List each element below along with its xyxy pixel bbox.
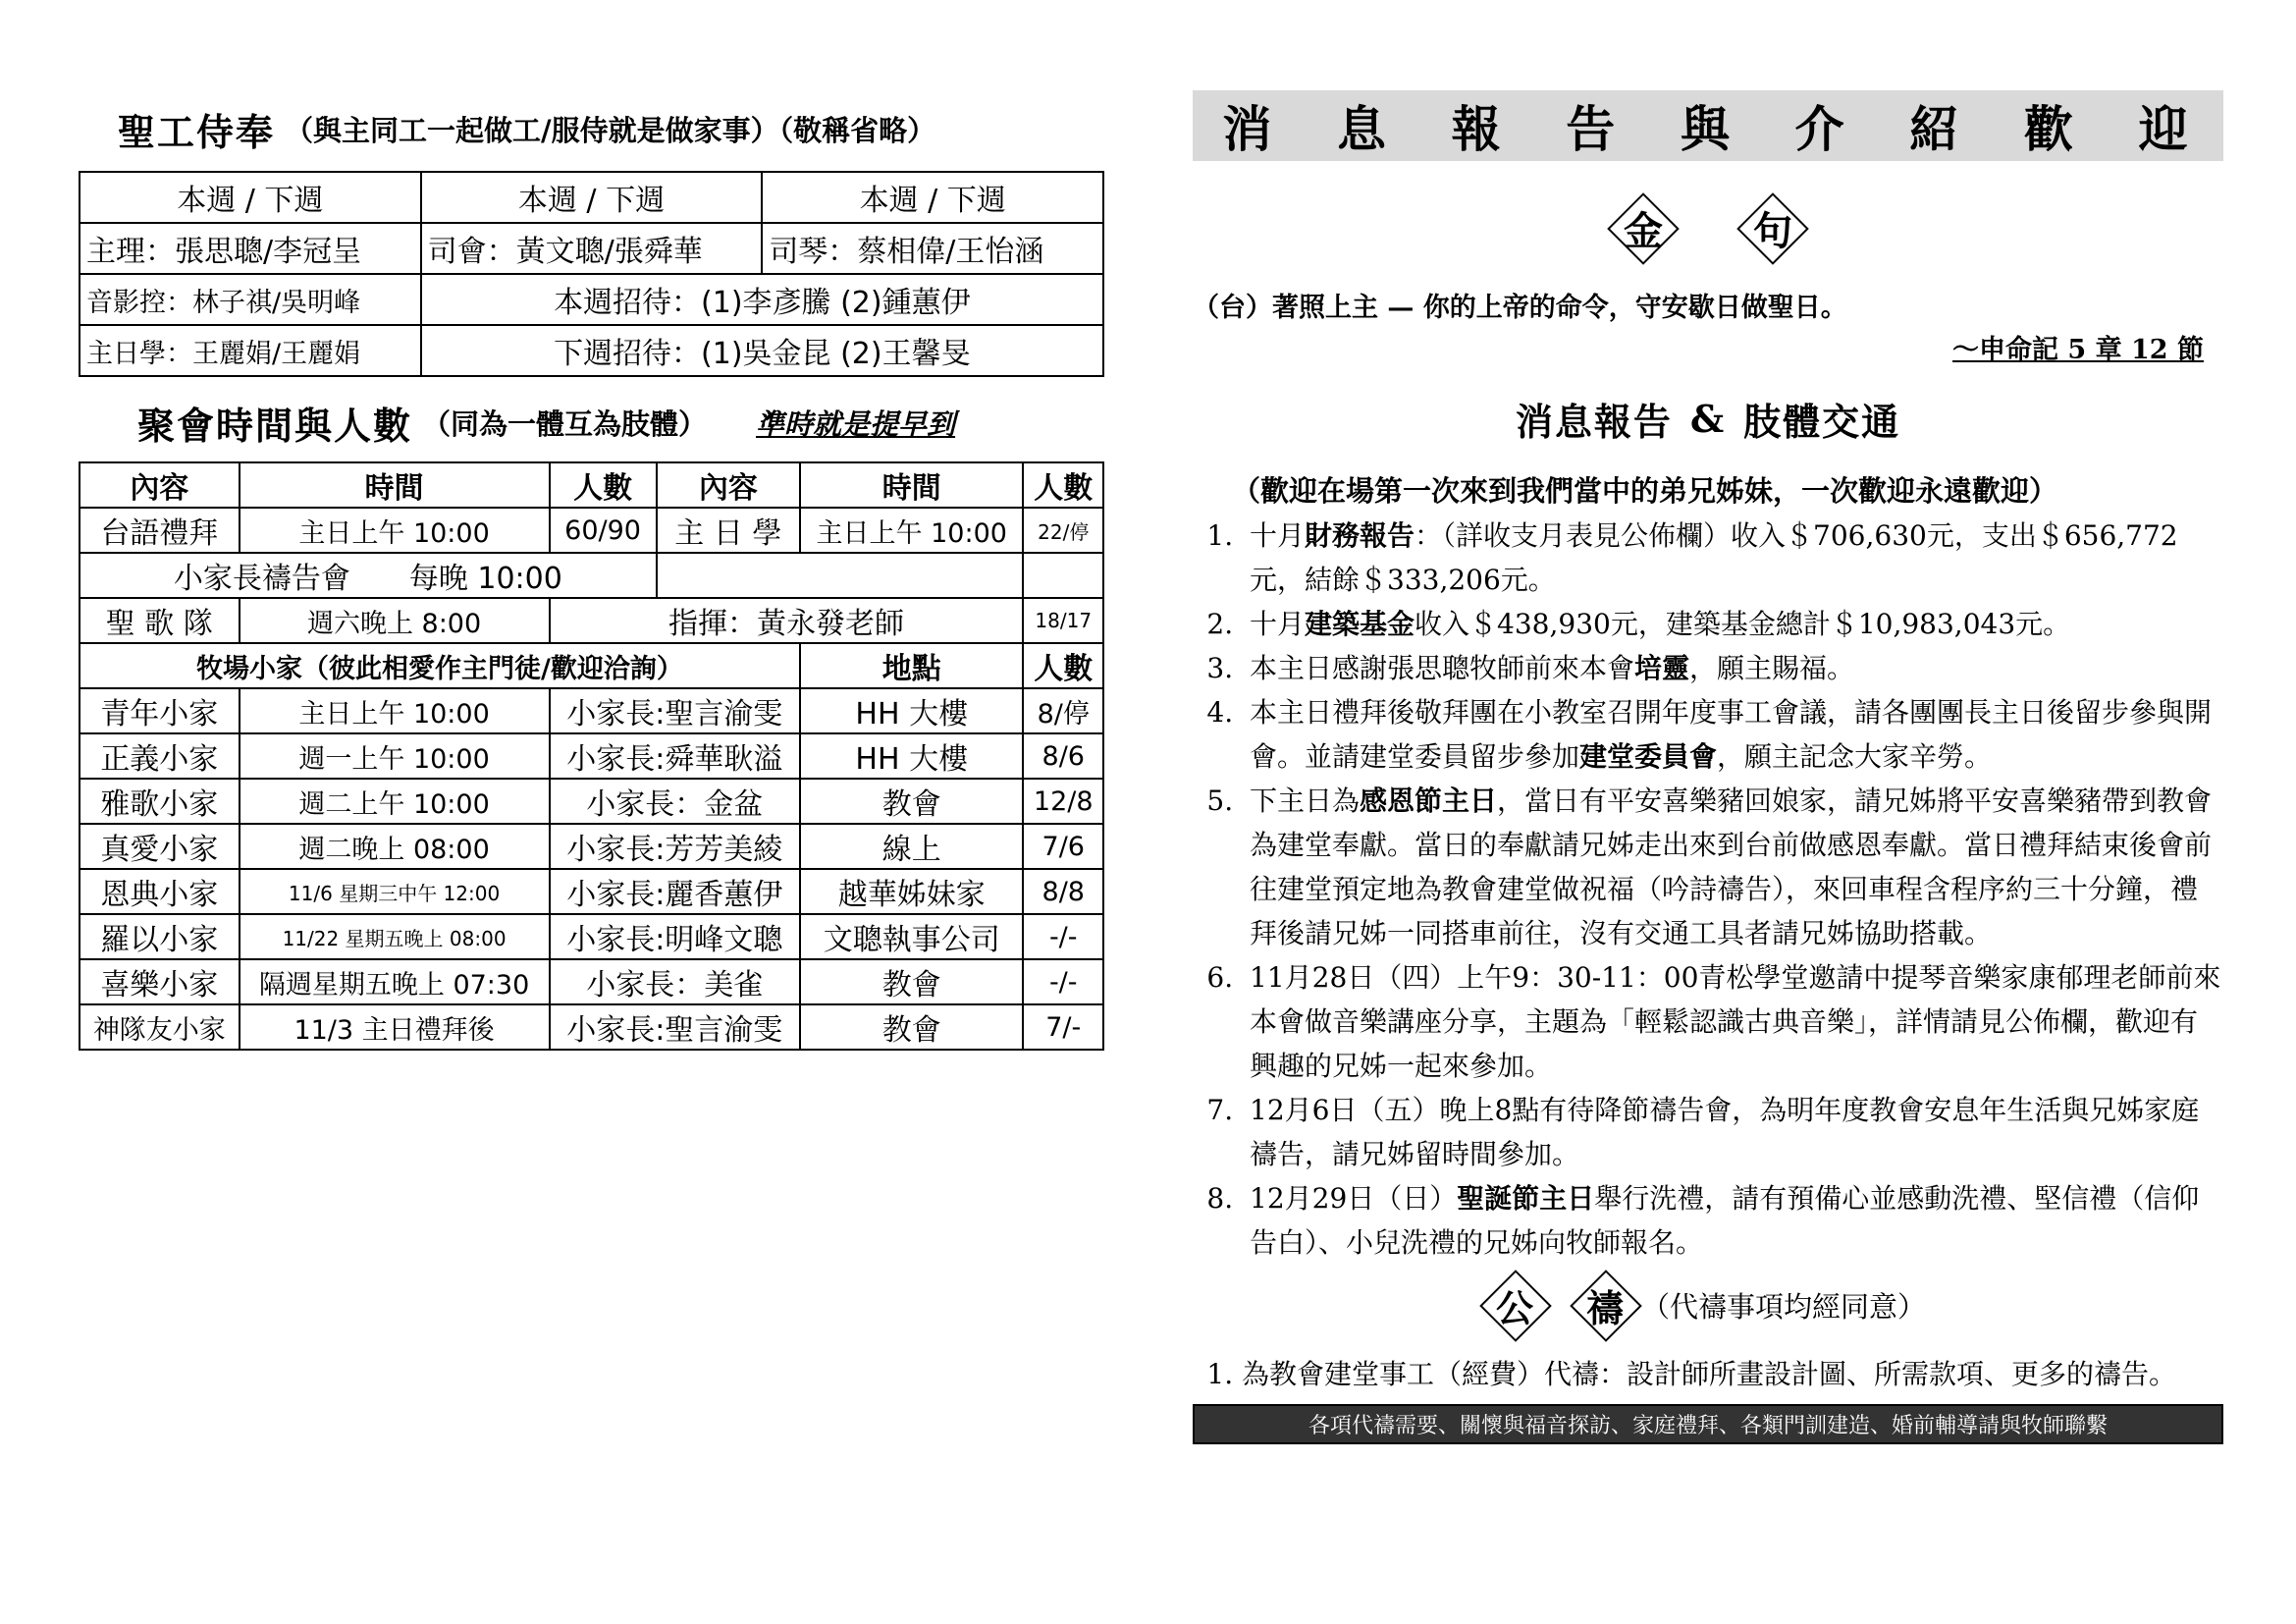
meeting-table bbox=[79, 461, 1104, 1051]
news-item-pre: 11月28日（四）上午9：30-11：00青松學堂邀請中提琴音樂家康郁理老師前來本會做音樂講座分享，主題為「輕鬆認識古典音樂」，詳情請見公佈欄，歡迎有興趣的兄姊一起來參加。 bbox=[1250, 961, 2221, 1082]
meet-row bbox=[80, 598, 1103, 643]
group-cell-time: 11/3 主日禮拜後 bbox=[240, 1004, 550, 1050]
group-row bbox=[80, 824, 1103, 869]
banner-char: 歡 bbox=[2023, 100, 2079, 158]
group-cell-name: 真愛小家 bbox=[80, 824, 240, 869]
service-cell-usher-next: 下週招待：(1)吳金昆 (2)王馨旻 bbox=[421, 325, 1103, 376]
meeting-title: 聚會時間與人數 bbox=[137, 403, 413, 448]
service-title: 聖工侍奉 bbox=[118, 109, 276, 154]
banner-char: 介 bbox=[1794, 100, 1850, 158]
group-cell-leader: 小家長:聖言渝雯 bbox=[550, 688, 801, 733]
group-cell-place: 教會 bbox=[800, 779, 1023, 824]
group-cell-count: 8/停 bbox=[1023, 688, 1103, 733]
group-cell-place: 文聰執事公司 bbox=[800, 914, 1023, 959]
meet-cell: 60/90 bbox=[550, 508, 657, 553]
news-item-post: 收入＄438,930元，建築基金總計＄10,983,043元。 bbox=[1415, 608, 2071, 640]
news-title-a: 消息報告 bbox=[1515, 400, 1673, 444]
meet-header-cell: 人數 bbox=[550, 462, 657, 508]
group-cell-count: 7/- bbox=[1023, 1004, 1103, 1050]
group-cell-place: HH 大樓 bbox=[800, 688, 1023, 733]
group-cell-name: 喜樂小家 bbox=[80, 959, 240, 1004]
group-cell-name: 神隊友小家 bbox=[80, 1004, 240, 1050]
announcement-banner bbox=[1193, 90, 2223, 161]
news-item-pre: 十月 bbox=[1250, 608, 1306, 640]
news-list bbox=[1193, 514, 2223, 1265]
news-item-pre: 12月29日（日） bbox=[1250, 1182, 1458, 1215]
group-cell-place: 越華姊妹家 bbox=[800, 869, 1023, 914]
service-row bbox=[80, 325, 1103, 376]
banner-char: 迎 bbox=[2138, 100, 2194, 158]
group-cell-count: 7/6 bbox=[1023, 824, 1103, 869]
group-cell-time: 主日上午 10:00 bbox=[240, 688, 550, 733]
group-list bbox=[80, 688, 1103, 1050]
group-cell-leader: 小家長:芳芳美綾 bbox=[550, 824, 801, 869]
service-table bbox=[79, 171, 1104, 377]
group-cell-count: -/- bbox=[1023, 914, 1103, 959]
group-cell-leader: 小家長：美雀 bbox=[550, 959, 801, 1004]
news-item bbox=[1242, 955, 2223, 1088]
news-title-amp: & bbox=[1689, 397, 1727, 441]
banner-char: 息 bbox=[1336, 100, 1392, 158]
meet-cell: 主日上午 10:00 bbox=[800, 508, 1023, 553]
group-cell-time: 隔週星期五晚上 07:30 bbox=[240, 959, 550, 1004]
group-cell-time: 11/6 星期三中午 12:00 bbox=[240, 869, 550, 914]
group-cell-place: 教會 bbox=[800, 959, 1023, 1004]
news-heading bbox=[1193, 392, 2223, 446]
news-item bbox=[1242, 514, 2223, 602]
group-header-row bbox=[80, 643, 1103, 688]
welcome-note: （歡迎在場第一次來到我們當中的弟兄姊妹，一次歡迎永遠歡迎） bbox=[1232, 474, 2058, 508]
meet-cell: 18/17 bbox=[1023, 598, 1103, 643]
memory-verse: （台）著照上主 — 你的上帝的命令，守安歇日做聖日。 bbox=[1193, 293, 1847, 323]
verse-heading bbox=[1193, 200, 2223, 256]
meet-row bbox=[80, 508, 1103, 553]
meet-cell-conductor: 指揮：黃永發老師 bbox=[550, 598, 1024, 643]
news-item bbox=[1242, 646, 2223, 690]
news-item bbox=[1242, 1176, 2223, 1265]
service-header-cell: 本週 / 下週 bbox=[80, 172, 421, 223]
meet-cell-prayer-meeting: 小家長禱告會 每晚 10:00 bbox=[80, 553, 657, 598]
service-header-row bbox=[80, 172, 1103, 223]
prayer-subtitle: （代禱事項均經同意） bbox=[1641, 1290, 1927, 1324]
news-item-post: ：（詳收支月表見公佈欄）收入＄706,630元，支出＄656,772元，結餘＄333,206元。 bbox=[1250, 519, 2178, 596]
service-cell-sunday-school: 主日學：王麗娟/王麗娟 bbox=[80, 325, 421, 376]
service-cell-av: 音影控：林子祺/吳明峰 bbox=[80, 274, 421, 325]
banner-char: 消 bbox=[1222, 100, 1278, 158]
news-item-bold: 培靈 bbox=[1634, 652, 1690, 684]
meet-cell: 22/停 bbox=[1023, 508, 1103, 553]
meet-cell-empty bbox=[1023, 553, 1103, 598]
service-header-cell: 本週 / 下週 bbox=[421, 172, 763, 223]
group-cell-count: -/- bbox=[1023, 959, 1103, 1004]
group-cell-place: 教會 bbox=[800, 1004, 1023, 1050]
news-item-bold: 建築基金 bbox=[1305, 608, 1415, 640]
group-header-cell: 地點 bbox=[800, 643, 1023, 688]
group-cell-leader: 小家長:麗香蕙伊 bbox=[550, 869, 801, 914]
news-item-pre: 下主日為 bbox=[1250, 785, 1361, 817]
contact-footer: 各項代禱需要、關懷與福音探訪、家庭禮拜、各類門訓建造、婚前輔導請與牧師聯繫 bbox=[1193, 1404, 2223, 1444]
service-row bbox=[80, 223, 1103, 274]
news-item-pre: 十月 bbox=[1250, 519, 1306, 552]
news-item bbox=[1242, 779, 2223, 955]
meeting-heading bbox=[79, 383, 1109, 461]
group-row bbox=[80, 869, 1103, 914]
news-item-bold: 聖誕節主日 bbox=[1457, 1182, 1595, 1215]
group-cell-count: 8/6 bbox=[1023, 733, 1103, 779]
banner-char: 與 bbox=[1680, 100, 1735, 158]
group-cell-leader: 小家長:聖言渝雯 bbox=[550, 1004, 801, 1050]
meet-header-cell: 內容 bbox=[80, 462, 240, 508]
service-cell-usher-this: 本週招待：(1)李彥騰 (2)鍾蕙伊 bbox=[421, 274, 1103, 325]
meet-cell: 聖 歌 隊 bbox=[80, 598, 240, 643]
group-row bbox=[80, 733, 1103, 779]
group-cell-name: 恩典小家 bbox=[80, 869, 240, 914]
verse-reference: ～申命記 5 章 12 節 bbox=[1952, 335, 2204, 365]
prayer-title-char: 禱 bbox=[1580, 1278, 1631, 1332]
prayer-list bbox=[1193, 1352, 2223, 1396]
banner-char: 告 bbox=[1566, 100, 1622, 158]
service-subtitle: （與主同工一起做工/服侍就是做家事）（敬稱省略） bbox=[285, 113, 936, 147]
group-cell-time: 週二晚上 08:00 bbox=[240, 824, 550, 869]
group-row bbox=[80, 779, 1103, 824]
meet-header-cell: 內容 bbox=[657, 462, 800, 508]
service-cell-leader: 主理：張思聰/李冠呈 bbox=[80, 223, 421, 274]
meet-cell: 台語禮拜 bbox=[80, 508, 240, 553]
group-cell-name: 羅以小家 bbox=[80, 914, 240, 959]
meet-cell: 週六晚上 8:00 bbox=[240, 598, 550, 643]
news-item bbox=[1242, 690, 2223, 779]
prayer-item: 1. 為教會建堂事工（經費）代禱：設計師所畫設計圖、所需款項、更多的禱告。 bbox=[1242, 1352, 2223, 1396]
news-item-bold: 建堂委員會 bbox=[1579, 740, 1718, 773]
news-item-bold: 財務報告 bbox=[1305, 519, 1415, 552]
group-cell-leader: 小家長:舜華耿溢 bbox=[550, 733, 801, 779]
meet-cell: 主日上午 10:00 bbox=[240, 508, 550, 553]
prayer-title-char: 公 bbox=[1490, 1278, 1541, 1332]
meet-header-row bbox=[80, 462, 1103, 508]
group-cell-name: 青年小家 bbox=[80, 688, 240, 733]
prayer-heading bbox=[1193, 1278, 2223, 1332]
news-item-post: 舉行洗禮，請有預備心並感動洗禮、堅信禮（信仰告白）、小兒洗禮的兄姊向牧師報名。 bbox=[1250, 1182, 2200, 1259]
news-item-post: ，當日有平安喜樂豬回娘家，請兄姊將平安喜樂豬帶到教會為建堂奉獻。當日的奉獻請兄姊走出來到台前做感恩奉獻。當日禮拜結束後會前往建堂預定地為教會建堂做祝福（吟詩禱告），來回車程含程序約三十分鐘，禮拜後請兄姊一同搭車前往，沒有交通工具者請兄姊協助搭載。 bbox=[1250, 785, 2213, 949]
right-panel bbox=[1193, 90, 2223, 1444]
group-cell-time: 週二上午 10:00 bbox=[240, 779, 550, 824]
group-cell-name: 正義小家 bbox=[80, 733, 240, 779]
group-cell-count: 8/8 bbox=[1023, 869, 1103, 914]
news-item-pre: 本主日禮拜後敬拜團在小教室召開年度事工會議，請各團團長主日後留步參與開會。並請建堂委員留步參加 bbox=[1250, 696, 2213, 773]
meeting-motto: 準時就是提早到 bbox=[756, 406, 956, 441]
group-cell-name: 雅歌小家 bbox=[80, 779, 240, 824]
news-item bbox=[1242, 1088, 2223, 1176]
group-cell-count: 12/8 bbox=[1023, 779, 1103, 824]
meet-cell: 主 日 學 bbox=[657, 508, 800, 553]
news-item-post: ，願主賜福。 bbox=[1689, 652, 1855, 684]
meet-header-cell: 時間 bbox=[240, 462, 550, 508]
news-item bbox=[1242, 602, 2223, 646]
news-item-pre: 12月6日（五）晚上8點有待降節禱告會，為明年度教會安息年生活與兄姊家庭禱告，請兄姊留時間參加。 bbox=[1250, 1094, 2200, 1170]
news-item-pre: 本主日感謝張思聰牧師前來本會 bbox=[1250, 652, 1635, 684]
news-item-post: ，願主記念大家辛勞。 bbox=[1717, 740, 1993, 773]
news-title-b: 肢體交通 bbox=[1743, 400, 1901, 444]
group-cell-leader: 小家長：金盆 bbox=[550, 779, 801, 824]
service-cell-organist: 司琴：蔡相偉/王怡涵 bbox=[762, 223, 1103, 274]
group-cell-time: 週一上午 10:00 bbox=[240, 733, 550, 779]
verse-title-char: 金 bbox=[1618, 200, 1669, 256]
group-cell-time: 11/22 星期五晚上 08:00 bbox=[240, 914, 550, 959]
meeting-subtitle: （同為一體互為肢體） bbox=[422, 406, 708, 441]
group-cell-place: 線上 bbox=[800, 824, 1023, 869]
banner-char: 報 bbox=[1451, 100, 1507, 158]
group-header-cell: 牧場小家（彼此相愛作主門徒/歡迎洽詢） bbox=[80, 643, 800, 688]
service-header-cell: 本週 / 下週 bbox=[762, 172, 1103, 223]
banner-char: 紹 bbox=[1909, 100, 1965, 158]
group-header-cell: 人數 bbox=[1023, 643, 1103, 688]
group-cell-place: HH 大樓 bbox=[800, 733, 1023, 779]
group-row bbox=[80, 959, 1103, 1004]
meet-cell-empty bbox=[657, 553, 1024, 598]
meet-row bbox=[80, 553, 1103, 598]
service-cell-mc: 司會：黃文聰/張舜華 bbox=[421, 223, 763, 274]
meet-header-cell: 時間 bbox=[800, 462, 1023, 508]
group-row bbox=[80, 1004, 1103, 1050]
left-panel bbox=[79, 94, 1109, 1051]
news-item-bold: 感恩節主日 bbox=[1360, 785, 1498, 817]
group-row bbox=[80, 688, 1103, 733]
group-row bbox=[80, 914, 1103, 959]
service-heading bbox=[79, 94, 1109, 163]
group-cell-leader: 小家長:明峰文聰 bbox=[550, 914, 801, 959]
meet-header-cell: 人數 bbox=[1023, 462, 1103, 508]
service-row bbox=[80, 274, 1103, 325]
verse-title-char: 句 bbox=[1747, 200, 1798, 256]
